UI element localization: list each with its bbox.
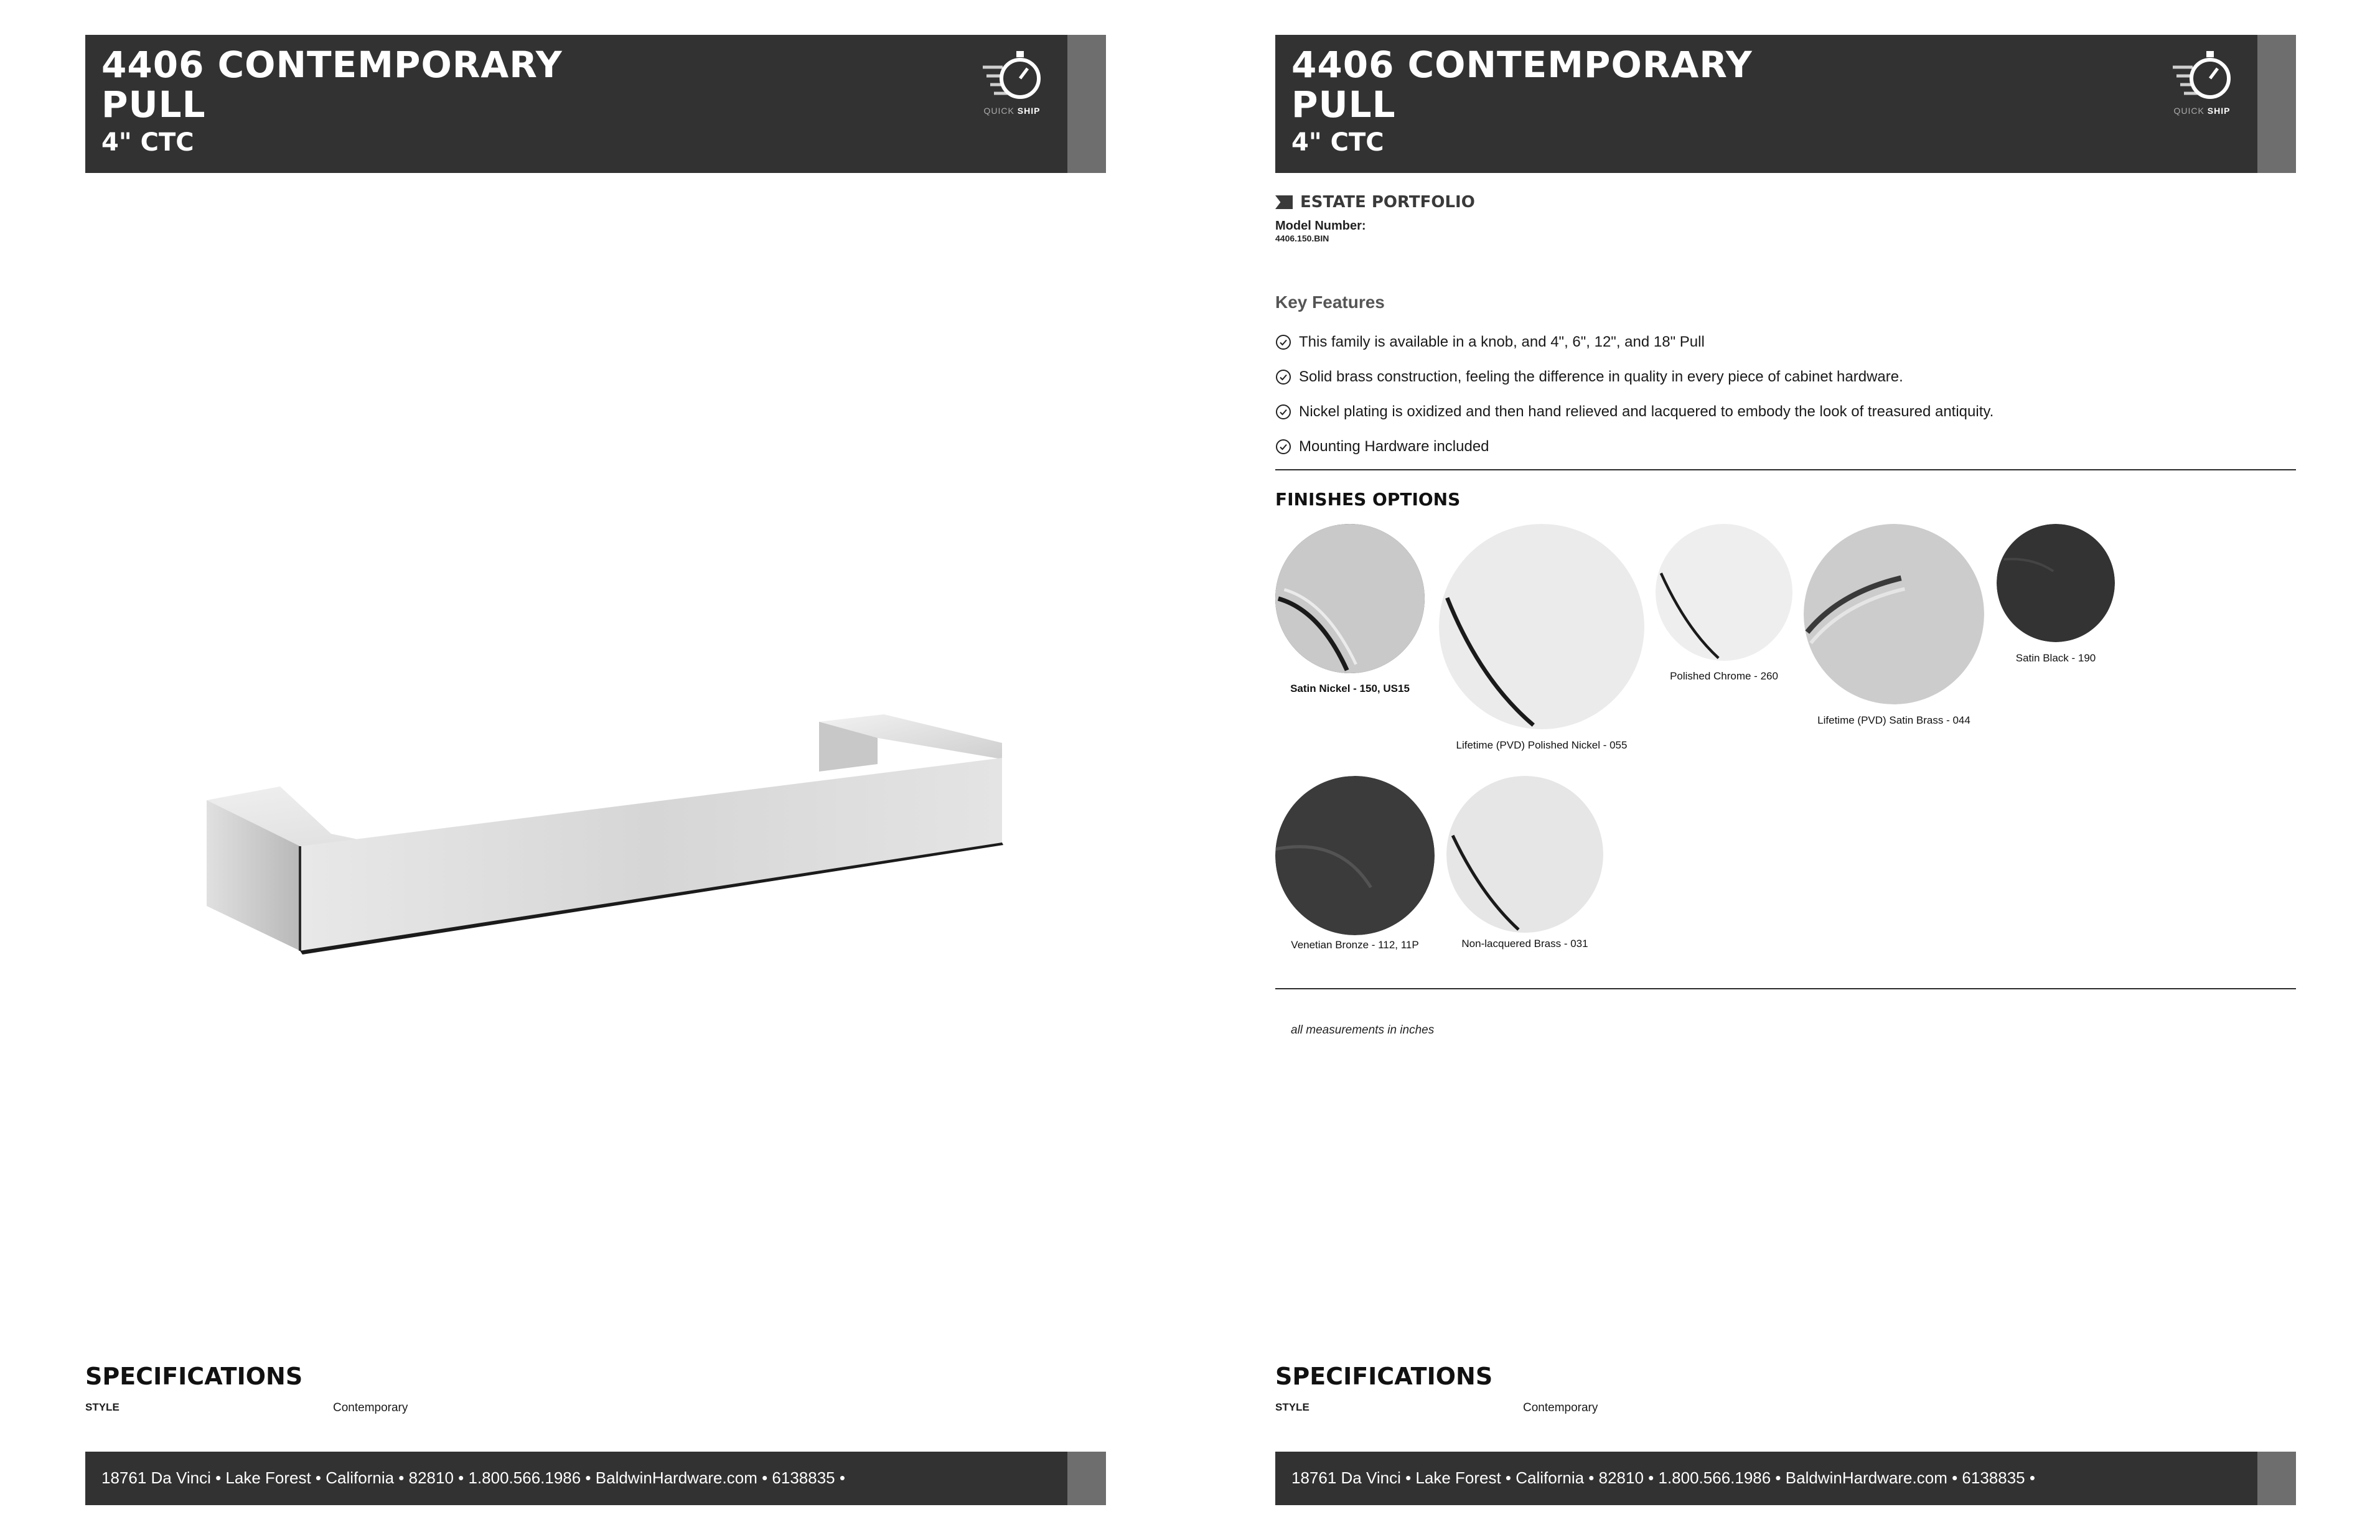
check-circle-icon <box>1275 334 1291 350</box>
feature-text: Nickel plating is oxidized and then hand relieved and lacquered to embody the look of treasured antiquity. <box>1299 403 1994 420</box>
portfolio-block <box>1275 193 1475 243</box>
page-header <box>1275 35 2296 173</box>
feature-text: This family is available in a knob, and 4", 6", 12", and 18" Pull <box>1299 334 1705 350</box>
product-image <box>187 678 1014 964</box>
page-right <box>1190 0 2380 1540</box>
finish-swatch <box>1997 524 2115 642</box>
check-circle-icon <box>1275 404 1291 420</box>
measurement-note: all measurements in inches <box>1291 1024 1435 1037</box>
specifications-title: SPECIFICATIONS <box>85 1363 303 1390</box>
quick-ship-label: QUICK SHIP <box>2173 106 2231 116</box>
finish-label: Polished Chrome - 260 <box>1670 670 1778 682</box>
spec-value: Contemporary <box>333 1401 408 1414</box>
quick-ship-label: QUICK SHIP <box>983 106 1041 116</box>
model-number: 4406.150.BIN <box>1275 233 1329 243</box>
stopwatch-icon <box>978 42 1046 105</box>
spec-value: Contemporary <box>1523 1401 1598 1414</box>
finish-label: Satin Black - 190 <box>2015 652 2096 664</box>
finish-label: Lifetime (PVD) Satin Brass - 044 <box>1817 714 1970 726</box>
specifications <box>85 1363 1106 1420</box>
finishes-title: FINISHES OPTIONS <box>1275 489 1461 510</box>
feature-item <box>1275 394 2296 429</box>
spec-label: STYLE <box>1275 1401 1309 1413</box>
page-header <box>85 35 1106 173</box>
page-footer <box>1275 1452 2296 1505</box>
finish-swatch <box>1446 776 1603 933</box>
finish-swatch <box>1275 776 1435 935</box>
finish-swatch <box>1275 524 1425 673</box>
page-footer <box>85 1452 1106 1505</box>
product-title: 4406 CONTEMPORARY PULL <box>1291 44 1753 126</box>
footer-address: 18761 Da Vinci • Lake Forest • California • 82810 • 1.800.566.1986 • BaldwinHardware.com • 6138835 • <box>101 1468 845 1487</box>
feature-text: Mounting Hardware included <box>1299 438 1489 455</box>
key-features-title: Key Features <box>1275 292 1385 312</box>
feature-item <box>1275 360 2296 394</box>
portfolio-flag-icon <box>1275 195 1293 209</box>
footer-tab <box>2257 1452 2296 1505</box>
check-circle-icon <box>1275 369 1291 385</box>
feature-item <box>1275 429 2296 464</box>
specifications-title: SPECIFICATIONS <box>1275 1363 1493 1390</box>
finish-label: Satin Nickel - 150, US15 <box>1290 683 1410 694</box>
key-features <box>1275 292 2296 464</box>
quick-ship-badge <box>2168 42 2236 127</box>
portfolio-brand <box>1275 193 1475 212</box>
check-circle-icon <box>1275 439 1291 455</box>
finish-label: Non-lacquered Brass - 031 <box>1461 938 1588 950</box>
portfolio-name: ESTATE PORTFOLIO <box>1300 193 1475 212</box>
spec-label: STYLE <box>85 1401 119 1413</box>
stopwatch-icon <box>2168 42 2236 105</box>
spec-row <box>85 1401 1106 1420</box>
product-ctc: 4" CTC <box>1291 128 1384 157</box>
finish-label: Lifetime (PVD) Polished Nickel - 055 <box>1456 739 1628 751</box>
footer-tab <box>1067 1452 1106 1505</box>
finish-swatch <box>1656 524 1792 661</box>
divider <box>1275 469 2296 470</box>
finish-swatch <box>1439 524 1644 729</box>
header-tab <box>1067 35 1106 173</box>
divider <box>1275 988 2296 989</box>
feature-item <box>1275 325 2296 360</box>
specifications <box>1275 1363 2296 1420</box>
finish-label: Venetian Bronze - 112, 11P <box>1291 939 1419 951</box>
quick-ship-badge <box>978 42 1046 127</box>
spec-row <box>1275 1401 2296 1420</box>
model-number-label: Model Number: <box>1275 219 1366 233</box>
header-tab <box>2257 35 2296 173</box>
footer-address: 18761 Da Vinci • Lake Forest • California • 82810 • 1.800.566.1986 • BaldwinHardware.com • 6138835 • <box>1291 1468 2035 1487</box>
feature-text: Solid brass construction, feeling the difference in quality in every piece of cabinet hardware. <box>1299 368 1903 385</box>
product-title: 4406 CONTEMPORARY PULL <box>101 44 563 126</box>
product-ctc: 4" CTC <box>101 128 194 157</box>
finish-swatch <box>1804 524 1984 704</box>
